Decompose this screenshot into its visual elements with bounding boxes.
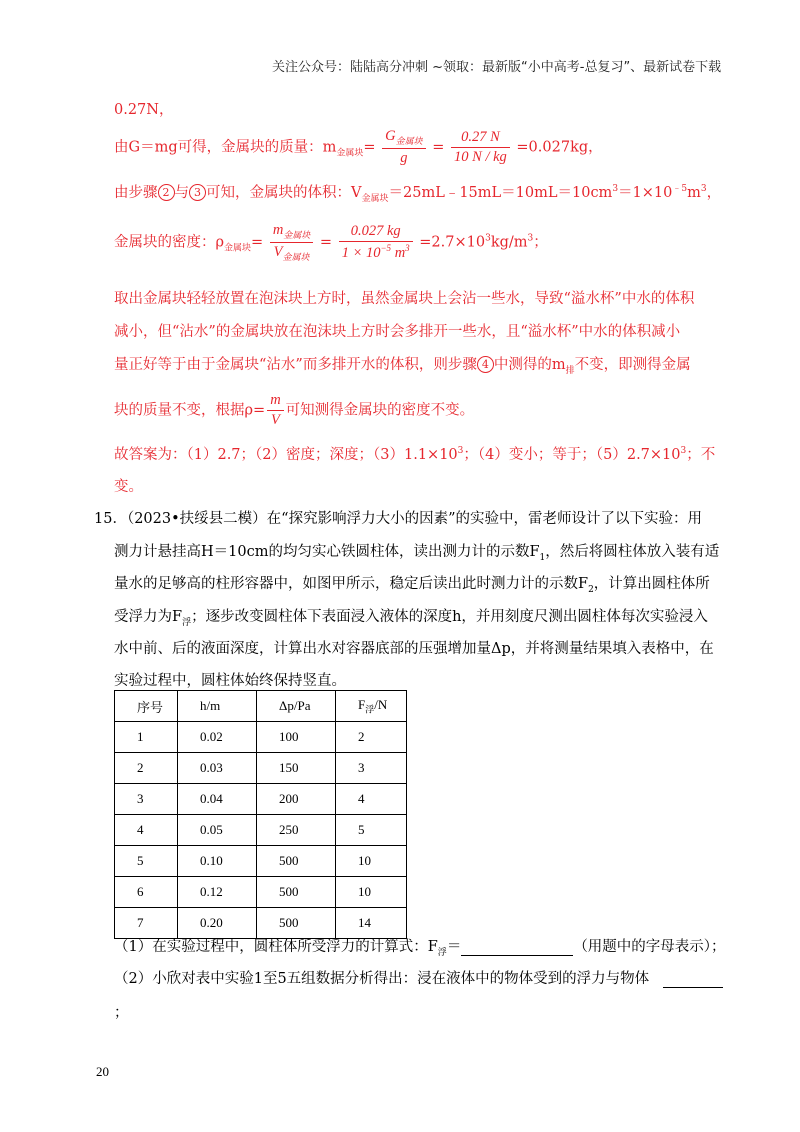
step-2-circle: 2 <box>158 184 175 201</box>
question-15-line-3: 量水的足够高的柱形容器中，如图甲所示，稳定后读出此时测力计的示数$F_2$，计算出圆柱体所 <box>114 576 710 595</box>
answer-summary-line-1: 故答案为：（1）2.7；（2）密度；深度；$(3)1.1\times 10^3$；（4）变小；等于；$(5)2.7\times 10^3$；不 <box>114 446 716 463</box>
cell-pressure: 150 <box>257 753 336 784</box>
table-row <box>115 784 407 815</box>
table-row <box>115 753 407 784</box>
question-15-line-4: 受浮力为$F_浮$；逐步改变圆柱体下表面浸入液体的深度h，并用刻度尺测出圆柱体每次实验浸入 <box>114 609 708 628</box>
table-row <box>115 722 407 753</box>
cell-buoyancy: 14 <box>336 908 407 939</box>
solution-paragraph-line-1: 取出金属块轻轻放置在泡沫块上方时，虽然金属块上会沾一些水，导致“溢水杯”中水的体积 <box>114 291 695 307</box>
cell-depth: 0.20 <box>178 908 257 939</box>
cell-index: 5 <box>115 846 178 877</box>
answer-summary-line-2: 变。 <box>114 479 143 495</box>
answer-blank-2[interactable] <box>663 971 723 988</box>
header-index: 序号 <box>115 691 178 722</box>
solution-volume-line: 由步骤 2 与 3 可知，金属块的体积：$V_{金属块}=25mL﹣15mL=10mL=10cm^3=1\times 10^{﹣5}m^3$， <box>114 184 722 204</box>
header-depth: h/m <box>178 691 257 722</box>
fraction-g-over-g: $\frac{G_{金属块}}{g}$ <box>382 128 426 167</box>
fraction-m-over-v: $\frac{m_{金属块}}{V_{金属块}}$ <box>270 222 314 263</box>
sub-question-2: （2）小欣对表中实验1至5五组数据分析得出：浸在液体中的物体受到的浮力与物体 <box>114 967 723 988</box>
sub-question-1: （1）在实验过程中，圆柱体所受浮力的计算式：$F_浮=$ （用题中的字母表示）； <box>114 939 726 958</box>
solution-line-1: 0.27N， <box>114 102 174 118</box>
question-15-line-6: 实验过程中，圆柱体始终保持竖直。 <box>114 673 346 689</box>
cell-pressure: 500 <box>257 908 336 939</box>
cell-index: 4 <box>115 815 178 846</box>
cell-depth: 0.02 <box>178 722 257 753</box>
cell-index: 2 <box>115 753 178 784</box>
question-15-line-5: 水中前、后的液面深度，计算出水对容器底部的压强增加量Δp，并将测量结果填入表格中，在 <box>114 641 714 657</box>
solution-density-formula: 金属块的密度：$\rho_{金属块}=$ $\frac{m_{金属块}}{V_{金属块}}$ = $\frac{0.027 kg}{1 \times 10^{-5} m^3}$ $=2.7\times 10^3kg/m^3$； <box>114 222 548 262</box>
cell-buoyancy: 4 <box>336 784 407 815</box>
results-table <box>114 690 407 939</box>
cell-depth: 0.10 <box>178 846 257 877</box>
cell-pressure: 250 <box>257 815 336 846</box>
solution-mass-formula: 由G＝mg可得，金属块的质量：$m_{金属块}=$ $\frac{G_{金属块}}{g}$ = $\frac{0.27 N}{10 N / kg}$ =0.027kg， <box>114 128 603 166</box>
header-buoyancy: $F_浮/N$ <box>336 691 407 722</box>
table-body <box>115 722 407 939</box>
fraction-mass-value: $\frac{0.27 N}{10 N / kg}$ <box>451 129 510 166</box>
page-header: 关注公众号：陆陆高分冲刺 ~领取：最新版“小中高考-总复习”、最新试卷下载 <box>272 60 722 75</box>
sub-question-2-end: ； <box>114 1005 129 1021</box>
cell-depth: 0.05 <box>178 815 257 846</box>
table-row <box>115 908 407 939</box>
cell-buoyancy: 2 <box>336 722 407 753</box>
fraction-rho-m-v: $\frac{m}{V}$ <box>267 392 283 429</box>
cell-pressure: 500 <box>257 877 336 908</box>
table-row <box>115 815 407 846</box>
cell-pressure: 200 <box>257 784 336 815</box>
cell-buoyancy: 3 <box>336 753 407 784</box>
table-row <box>115 846 407 877</box>
fraction-density-value: $\frac{0.027 kg}{1 \times 10^{-5} m^3}$ <box>339 223 413 262</box>
header-pressure: Δp/Pa <box>257 691 336 722</box>
cell-index: 1 <box>115 722 178 753</box>
cell-pressure: 500 <box>257 846 336 877</box>
cell-index: 6 <box>115 877 178 908</box>
page-number: 20 <box>96 1064 109 1079</box>
cell-buoyancy: 10 <box>336 877 407 908</box>
cell-index: 7 <box>115 908 178 939</box>
question-15-line-1: 15．（2023•扶绥县二模）在“探究影响浮力大小的因素”的实验中，雷老师设计了以下实验：用 <box>94 511 702 527</box>
cell-buoyancy: 10 <box>336 846 407 877</box>
cell-depth: 0.03 <box>178 753 257 784</box>
answer-blank-1[interactable] <box>461 939 573 956</box>
cell-depth: 0.04 <box>178 784 257 815</box>
cell-buoyancy: 5 <box>336 815 407 846</box>
step-4-circle: 4 <box>477 356 494 373</box>
cell-index: 3 <box>115 784 178 815</box>
table-row <box>115 877 407 908</box>
solution-paragraph-line-2: 减小，但“沾水”的金属块放在泡沫块上方时会多排开一些水，且“溢水杯”中水的体积减小 <box>114 324 681 340</box>
question-15-line-2: 测力计悬挂高H＝10cm的均匀实心铁圆柱体，读出测力计的示数$F_1$，然后将圆柱体放入装有适 <box>114 544 720 563</box>
table-header-row <box>115 691 407 722</box>
step-3-circle: 3 <box>189 184 206 201</box>
cell-pressure: 100 <box>257 722 336 753</box>
cell-depth: 0.12 <box>178 877 257 908</box>
solution-paragraph-line-3: 量正好等于由于金属块“沾水”而多排开水的体积，则步骤 4 中测得的$m_排$不变，即测得金属 <box>114 357 691 376</box>
solution-paragraph-line-4: 块的质量不变，根据ρ= $\frac{m}{V}$ 可知测得金属块的密度不变。 <box>114 392 475 428</box>
